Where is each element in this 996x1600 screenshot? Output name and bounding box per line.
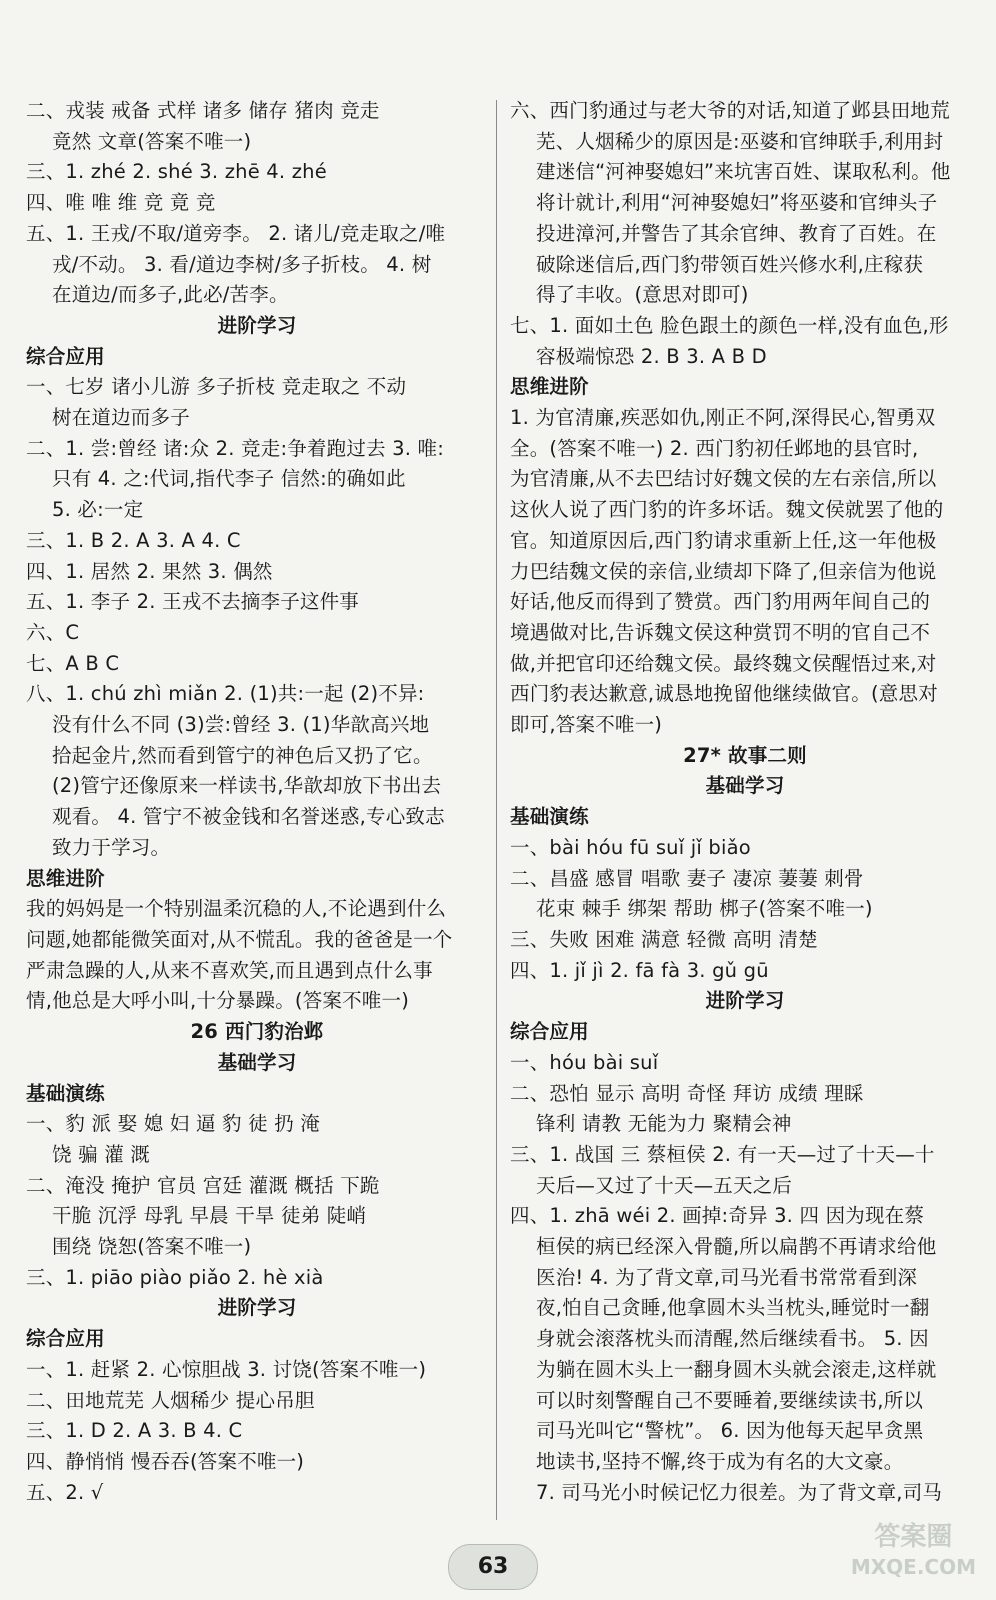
right-column-line: 天后—又过了十天—五天之后 — [536, 1173, 793, 1197]
right-column-line: 三、失败 困难 满意 轻微 高明 清楚 — [510, 927, 818, 951]
right-column-line: 可以时刻警醒自己不要睡着,要继续读书,所以 — [536, 1388, 924, 1412]
right-column-line: 夜,怕自己贪睡,他拿圆木头当枕头,睡觉时一翻 — [536, 1296, 930, 1320]
left-column-line: 26 西门豹治邺 — [190, 1020, 324, 1044]
left-column-line: 干脆 沉浮 母乳 早晨 干旱 徒弟 陡峭 — [52, 1204, 367, 1228]
left-column-line: 五、2. √ — [26, 1480, 104, 1504]
right-column-line: 芜、人烟稀少的原因是:巫婆和官绅联手,利用封 — [536, 129, 944, 153]
right-column-line: 西门豹表达歉意,诚恳地挽留他继续做官。(意思对 — [510, 682, 938, 706]
right-column-line: 投进漳河,并警告了其余官绅、教育了百姓。在 — [536, 221, 937, 245]
left-column-line: 一、豹 派 娶 媳 妇 逼 豹 徒 扔 淹 — [26, 1112, 320, 1136]
left-column-line: 三、1. B 2. A 3. A 4. C — [26, 528, 241, 552]
left-column-line: 5. 必:一定 — [52, 498, 144, 522]
left-column-line: 五、1. 王戎/不取/道旁李。 2. 诸儿/竞走取之/唯 — [26, 221, 446, 245]
left-column-line: 在道边/而多子,此必/苦李。 — [52, 283, 289, 307]
left-column-line: 综合应用 — [26, 1327, 105, 1351]
right-column-line: 这伙人说了西门豹的许多坏话。魏文侯就罢了他的 — [510, 498, 944, 522]
right-column-line: 二、恐怕 显示 高明 奇怪 拜访 成绩 理睬 — [510, 1081, 864, 1105]
right-column-line: 基础学习 — [705, 774, 785, 798]
left-column-line: 四、唯 唯 维 竞 竟 竞 — [26, 191, 216, 215]
left-column-line: 二、田地荒芜 人烟稀少 提心吊胆 — [26, 1388, 315, 1412]
right-column-line: 7. 司马光小时候记忆力很差。为了背文章,司马 — [536, 1480, 943, 1504]
left-column-line: 四、静悄悄 慢吞吞(答案不唯一) — [26, 1449, 305, 1473]
left-column-line: 戎/不动。 3. 看/道边李树/多子折枝。 4. 树 — [52, 252, 432, 276]
right-column-line: 进阶学习 — [705, 989, 785, 1013]
left-column-line: 八、1. chú zhì miǎn 2. (1)共:一起 (2)不异: — [26, 682, 425, 706]
left-column-line: 基础演练 — [26, 1081, 105, 1105]
watermark-line-1: 答案圈 — [874, 1522, 953, 1552]
right-column-line: 综合应用 — [510, 1020, 589, 1044]
left-column-line: 五、1. 李子 2. 王戎不去摘李子这件事 — [26, 590, 360, 614]
left-column-line: 综合应用 — [26, 344, 105, 368]
right-column-line: 身就会滚落枕头而清醒,然后继续看书。 5. 因 — [536, 1327, 929, 1351]
right-column-line: 四、1. jǐ jì 2. fā fà 3. gǔ gū — [510, 958, 769, 982]
left-column-line: 二、1. 尝:曾经 诸:众 2. 竞走:争着跑过去 3. 唯: — [26, 436, 444, 460]
left-column-line: 没有什么不同 (3)尝:曾经 3. (1)华歆高兴地 — [52, 713, 430, 737]
left-column-line: 六、C — [26, 620, 80, 644]
left-column-line: 思维进阶 — [26, 866, 105, 890]
right-column-line: 官。知道原因后,西门豹请求重新上任,这一年他极 — [510, 528, 937, 552]
left-column-line: 进阶学习 — [217, 313, 297, 337]
right-column-line: 一、hóu bài suǐ — [510, 1050, 659, 1074]
right-column-line: 基础演练 — [510, 805, 589, 829]
left-column-line: 进阶学习 — [217, 1296, 297, 1320]
left-column — [26, 96, 488, 1508]
left-column-line: 围绕 饶恕(答案不唯一) — [52, 1235, 252, 1259]
left-column-line: 二、淹没 掩护 官员 宫廷 灌溉 概括 下跪 — [26, 1173, 380, 1197]
right-column-line: 医治! 4. 为了背文章,司马光看书常常看到深 — [536, 1265, 918, 1289]
left-column-line: 竟然 文章(答案不唯一) — [52, 129, 252, 153]
right-column-line: 地读书,坚持不懈,终于成为有名的大文豪。 — [536, 1449, 904, 1473]
right-column-line: 容极端惊恐 2. B 3. A B D — [536, 344, 767, 368]
left-column-line: 问题,她都能微笑面对,从不慌乱。我的爸爸是一个 — [26, 927, 453, 951]
right-column-line: 一、bài hóu fū suǐ jǐ biǎo — [510, 835, 751, 859]
page-number: 63 — [448, 1544, 538, 1590]
left-column-line: 只有 4. 之:代词,指代李子 信然:的确如此 — [52, 467, 406, 491]
left-column-line: 七、A B C — [26, 651, 120, 675]
left-column-line: 情,他总是大呼小叫,十分暴躁。(答案不唯一) — [26, 989, 410, 1013]
right-column-line: 为官清廉,从不去巴结讨好魏文侯的左右亲信,所以 — [510, 467, 937, 491]
right-column-line: 境遇做对比,告诉魏文侯这种赏罚不明的官自己不 — [510, 620, 931, 644]
left-column-line: 我的妈妈是一个特别温柔沉稳的人,不论遇到什么 — [26, 897, 447, 921]
right-column-line: 做,并把官印还给魏文侯。最终魏文侯醒悟过来,对 — [510, 651, 937, 675]
right-column-line: 花束 棘手 绑架 帮助 梆子(答案不唯一) — [536, 897, 873, 921]
watermark-line-2: MXQE.COM — [850, 1555, 976, 1579]
left-column-line: 严肃急躁的人,从来不喜欢笑,而且遇到点什么事 — [26, 958, 433, 982]
right-column-line: 四、1. zhā wéi 2. 画掉:奇异 3. 四 因为现在蔡 — [510, 1204, 925, 1228]
right-column-line: 建迷信“河神娶媳妇”来坑害百姓、谋取私利。他 — [536, 160, 951, 184]
right-column-line: 司马光叫它“警枕”。 6. 因为他每天起早贪黑 — [536, 1419, 924, 1443]
right-column-line: 为躺在圆木头上一翻身圆木头就会滚走,这样就 — [536, 1357, 937, 1381]
watermark-logo — [851, 1522, 976, 1582]
right-column-line: 将计就计,利用“河神娶媳妇”将巫婆和官绅头子 — [536, 191, 938, 215]
left-column-line: 致力于学习。 — [52, 835, 171, 859]
left-column-line: 二、戎装 戒备 式样 诸多 储存 猪肉 竞走 — [26, 99, 380, 122]
left-column-line: (2)管宁还像原来一样读书,华歆却放下书出去 — [52, 774, 442, 798]
left-column-line: 基础学习 — [217, 1050, 297, 1074]
left-column-line: 三、1. piāo piào piǎo 2. hè xià — [26, 1265, 324, 1289]
left-column-line: 一、七岁 诸小儿游 多子折枝 竞走取之 不动 — [26, 375, 407, 399]
right-column-line: 好话,他反而得到了赞赏。西门豹用两年间自己的 — [510, 590, 931, 614]
left-column-line: 观看。 4. 管宁不被金钱和名誉迷惑,专心致志 — [52, 805, 445, 829]
right-column-line: 二、昌盛 感冒 唱歌 妻子 凄凉 萋萋 刺骨 — [510, 866, 864, 890]
right-column-line: 全。(答案不唯一) 2. 西门豹初任邺地的县官时, — [510, 436, 919, 460]
right-column-line: 破除迷信后,西门豹带领百姓兴修水利,庄稼获 — [536, 252, 924, 276]
left-column-line: 四、1. 居然 2. 果然 3. 偶然 — [26, 559, 273, 583]
left-column-line: 三、1. D 2. A 3. B 4. C — [26, 1419, 243, 1443]
right-column-line: 即可,答案不唯一) — [510, 713, 663, 737]
right-column-line: 力巴结魏文侯的亲信,业绩却下降了,但亲信为他说 — [510, 559, 937, 583]
right-column-line: 三、1. 战国 三 蔡桓侯 2. 有一天—过了十天—十 — [510, 1142, 935, 1166]
right-column-line: 锋利 请教 无能为力 聚精会神 — [536, 1112, 792, 1136]
right-column — [510, 96, 980, 1508]
right-column-line: 1. 为官清廉,疾恶如仇,刚正不阿,深得民心,智勇双 — [510, 406, 936, 430]
left-column-line: 一、1. 赶紧 2. 心惊胆战 3. 讨饶(答案不唯一) — [26, 1357, 427, 1381]
left-column-line: 饶 骗 灌 溉 — [52, 1142, 150, 1166]
right-column-line: 七、1. 面如土色 脸色跟土的颜色一样,没有血色,形 — [510, 313, 949, 337]
left-column-line: 树在道边而多子 — [52, 406, 190, 430]
right-column-line: 六、西门豹通过与老大爷的对话,知道了邺县田地荒 — [510, 99, 950, 122]
right-column-line: 得了丰收。(意思对即可) — [536, 283, 749, 307]
right-column-line: 桓侯的病已经深入骨髓,所以扁鹊不再请求给他 — [536, 1235, 937, 1259]
left-column-line: 三、1. zhé 2. shé 3. zhē 4. zhé — [26, 160, 327, 184]
left-column-line: 拾起金片,然而看到管宁的神色后又扔了它。 — [52, 743, 433, 767]
right-column-line: 27* 故事二则 — [683, 743, 807, 767]
right-column-line: 思维进阶 — [510, 375, 589, 399]
column-divider — [496, 100, 497, 1520]
